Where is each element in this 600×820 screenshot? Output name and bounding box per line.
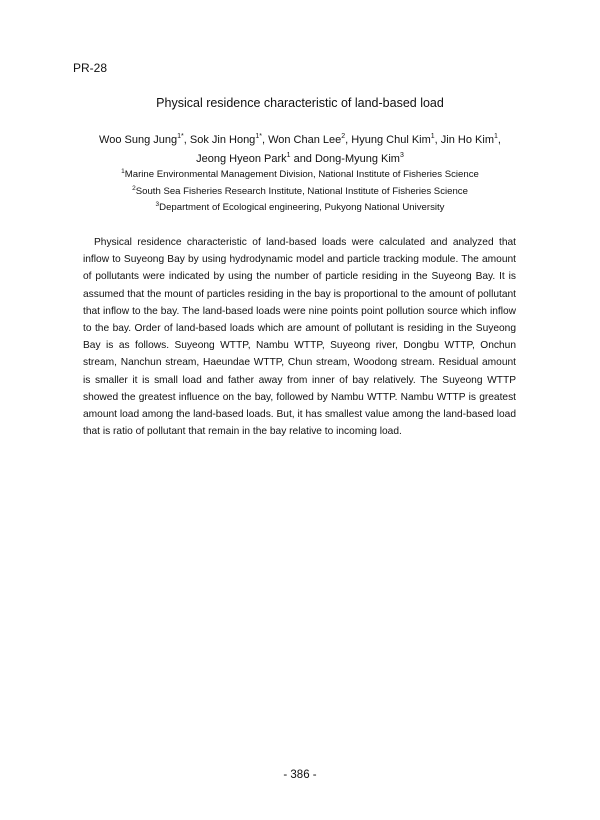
author-name: Jeong Hyeon Park — [196, 153, 287, 165]
author-name: Jin Ho Kim — [440, 134, 494, 146]
affiliation-text: Department of Ecological engineering, Pukyong National University — [159, 202, 445, 213]
page-id: PR-28 — [73, 61, 108, 75]
author-affil-mark: 1 — [286, 152, 291, 159]
author — [315, 153, 404, 165]
author — [351, 134, 434, 146]
author — [441, 134, 498, 146]
affiliation-text: South Sea Fisheries Research Institute, National Institute of Fisheries Science — [135, 185, 468, 197]
author — [196, 153, 290, 165]
affiliation-text: Marine Environmental Management Division, National Institute of Fisheries Science — [124, 169, 479, 180]
author-separator: , — [345, 134, 352, 146]
paper-title: Physical residence characteristic of land-based load — [156, 96, 444, 110]
affiliation-mark: 2 — [132, 184, 136, 192]
affiliation — [60, 200, 540, 217]
affiliation-mark: 1 — [121, 168, 125, 175]
author-name: Won Chan Lee — [268, 134, 342, 146]
author-list — [60, 131, 540, 169]
author-affil-mark: 2 — [341, 133, 346, 140]
author-affil-mark: 1* — [255, 133, 262, 140]
page-number: - 386 - — [283, 769, 317, 781]
author-separator: , — [434, 134, 441, 146]
author-separator: , — [497, 134, 501, 146]
author-affil-mark: 3 — [399, 152, 404, 159]
author — [268, 134, 345, 146]
author — [99, 134, 184, 146]
author-name: Dong-Myung Kim — [314, 153, 400, 165]
author-affil-mark: 1 — [493, 133, 498, 140]
author-affil-mark: 1* — [177, 133, 184, 140]
affiliation — [60, 167, 540, 184]
author-name: Woo Sung Jung — [99, 134, 178, 146]
author-separator: , — [183, 134, 190, 146]
abstract-text: Physical residence characteristic of land-based loads were calculated and analyzed that inflow to Suyeong Bay by using hydrodynamic model and particle tracking module. The amount of pollutants were indicated by using the number of particle residing in the Suyeong Bay. It is assumed that the mount of particles residing in the bay is proportional to the amount of pollutant that inflow to the bay. The land-based loads were nine points point pollution source which inflow to the bay. Order of land-based loads which are amount of pollutant is residing in the Suyeong Bay is as follows. Suyeong WTTP, Nambu WTTP, Suyeong river, Dongbu WTTP, Onchun stream, Nanchun stream, Haeundae WTTP, Chun stream, Woodong stream. Residual amount is smaller it is small load and father away from inner of bay relatively. The Suyeong WTTP showed the greatest influence on the bay, followed by Nambu WTTP. Nambu WTTP is greatest amount load among the land-based loads. But, it has smallest value among the land-based load that is ratio of pollutant that remain in the bay relative to incoming load. — [83, 237, 516, 438]
author-affil-mark: 1 — [430, 133, 435, 140]
author-name: Hyung Chul Kim — [351, 134, 431, 146]
affiliation — [60, 184, 540, 201]
author-separator: and — [290, 153, 315, 165]
author-separator: , — [261, 134, 269, 146]
affiliation-list — [60, 167, 540, 217]
affiliation-mark: 3 — [155, 201, 160, 208]
author-name: Sok Jin Hong — [189, 134, 256, 146]
author — [190, 134, 262, 146]
